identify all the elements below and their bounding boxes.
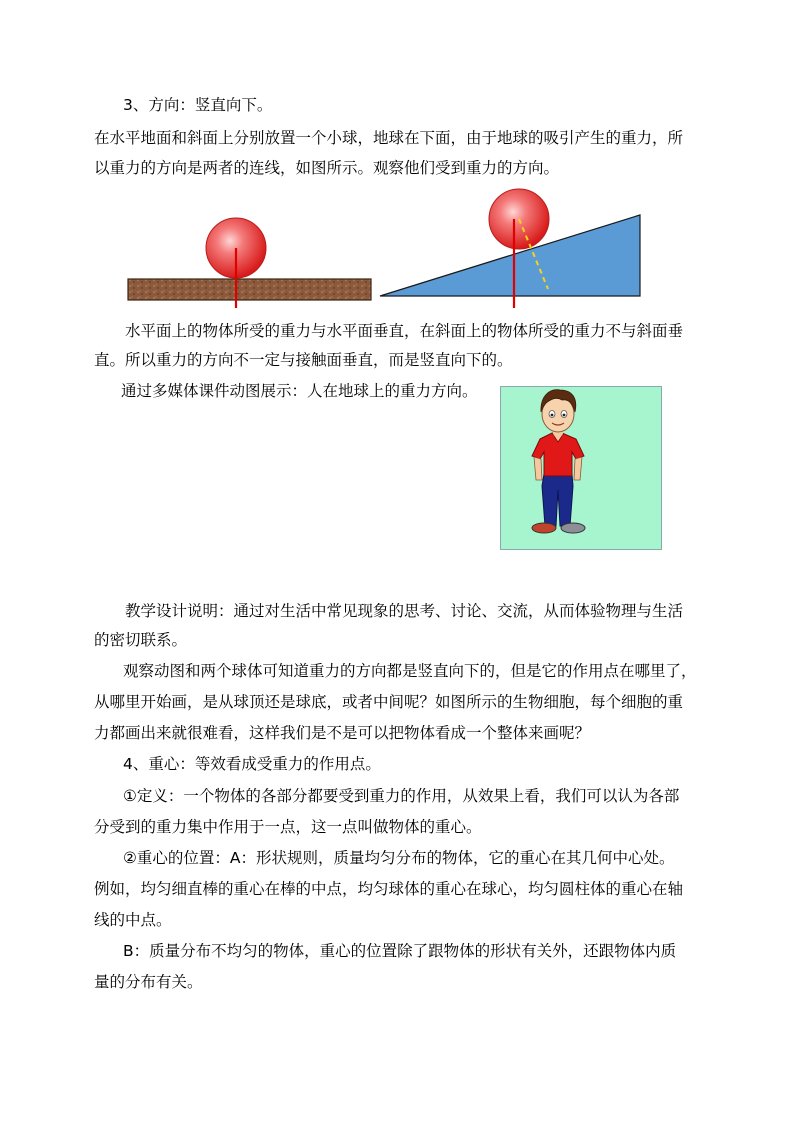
paragraph-line: 分受到的重力集中作用于一点，这一点叫做物体的重心。 [94, 818, 482, 836]
paragraph-line: 量的分布有关。 [94, 973, 203, 991]
gravity-direction-figure [120, 188, 650, 314]
paragraph-line: 观察动图和两个球体可知道重力的方向都是竖直向下的，但是它的作用点在哪里了， [123, 662, 697, 680]
paragraph-line: ①定义：一个物体的各部分都要受到重力的作用，从效果上看，我们可以认为各部 [123, 787, 680, 805]
design-note-line: 的密切联系。 [94, 631, 188, 649]
paragraph-line: 例如，均匀细直棒的重心在棒的中点，均匀球体的重心在球心，均匀圆柱体的重心在轴 [94, 880, 684, 898]
paragraph-line: 在水平地面和斜面上分别放置一个小球，地球在下面，由于地球的吸引产生的重力，所 [94, 129, 684, 147]
person-illustration [500, 386, 662, 551]
paragraph-line: 力都画出来就很难看，这样我们是不是可以把物体看成一个整体来画呢？ [94, 724, 591, 742]
section3-heading: 3、方向：竖直向下。 [123, 96, 273, 114]
paragraph-line: 直。所以重力的方向不一定与接触面垂直，而是竖直向下的。 [94, 351, 513, 369]
paragraph-line: 水平面上的物体所受的重力与水平面垂直，在斜面上的物体所受的重力不与斜面垂 [125, 322, 684, 340]
paragraph-line: 通过多媒体课件动图展示：人在地球上的重力方向。 [121, 382, 478, 400]
paragraph-line: 从哪里开始画，是从球顶还是球底，或者中间呢？如图所示的生物细胞，每个细胞的重 [94, 693, 684, 711]
paragraph-line: B：质量分布不均匀的物体，重心的位置除了跟物体的形状有关外，还跟物体内质 [123, 942, 677, 960]
ground-block [128, 279, 371, 300]
section4-heading: 4、重心：等效看成受重力的作用点。 [123, 755, 381, 773]
paragraph-line: 线的中点。 [94, 911, 172, 929]
design-note-line: 教学设计说明：通过对生活中常见现象的思考、讨论、交流，从而体验物理与生活 [125, 602, 684, 620]
paragraph-line: 以重力的方向是两者的连线，如图所示。观察他们受到重力的方向。 [94, 159, 560, 177]
paragraph-line: ②重心的位置：A：形状规则，质量均匀分布的物体，它的重心在其几何中心处。 [123, 849, 675, 867]
